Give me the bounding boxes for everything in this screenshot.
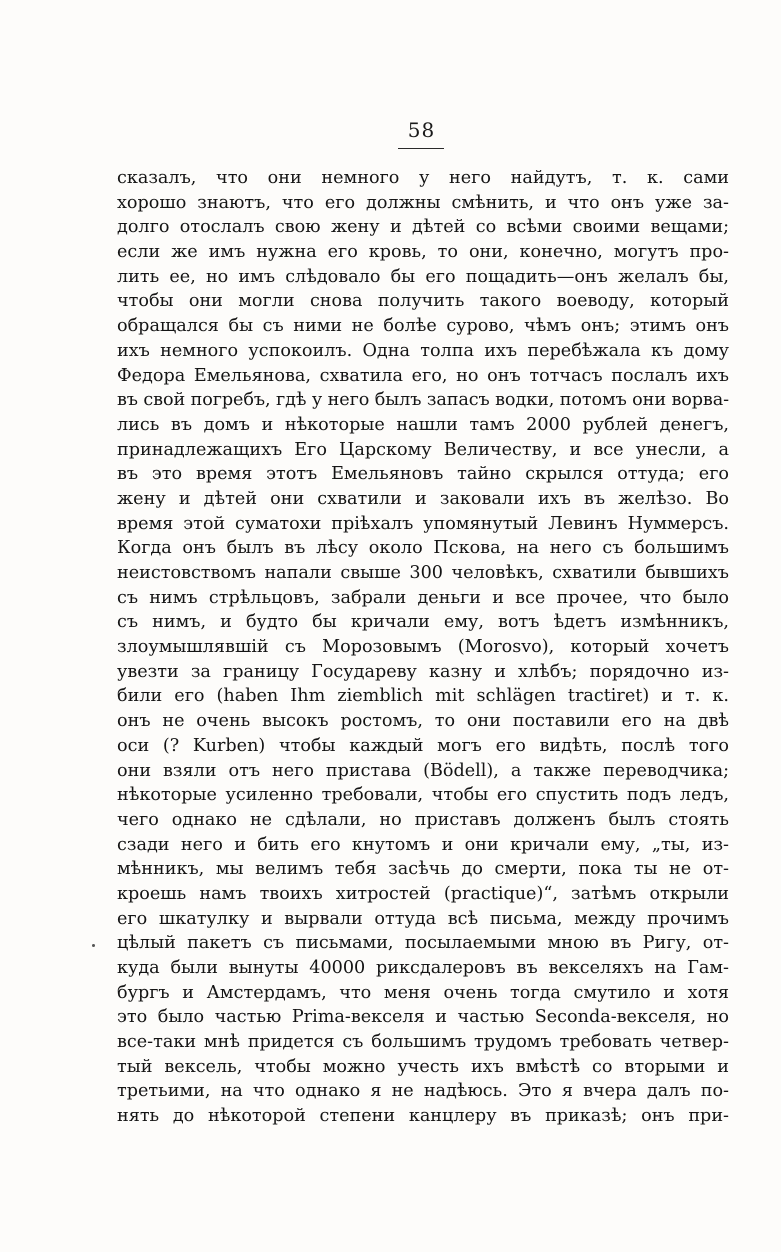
text-line: съ нимъ, и будто бы кричали ему, вотъ ѣдетъ измѣнникъ, xyxy=(117,612,729,633)
text-line: все-таки мнѣ придется съ большимъ трудомъ требовать четвер- xyxy=(117,1032,729,1053)
text-line: онъ не очень высокъ ростомъ, то они поставили его на двѣ xyxy=(117,711,729,732)
text-line: били его (haben Ihm ziemblich mit schlägen tractiret) и т. к. xyxy=(117,686,729,707)
text-line: бургъ и Амстердамъ, что меня очень тогда смутило и хотя xyxy=(117,982,729,1003)
text-line: лись въ домъ и нѣкоторые нашли тамъ 2000 рублей денегъ, xyxy=(117,414,729,435)
text-line: цѣлый пакетъ съ письмами, посылаемыми мною въ Ригу, от- xyxy=(117,933,729,954)
text-line: кроешь намъ твоихъ хитростей (practique)“, затѣмъ открыли xyxy=(117,883,729,904)
text-line: если же имъ нужна его кровь, то они, конечно, могутъ про- xyxy=(117,242,729,263)
text-line: ихъ немного успокоилъ. Одна толпа ихъ перебѣжала къ дому xyxy=(117,340,729,361)
text-line: увезти за границу Государеву казну и хлѣбъ; порядочно из- xyxy=(117,661,729,682)
text-line: жену и дѣтей они схватили и заковали ихъ въ желѣзо. Во xyxy=(117,488,729,509)
text-line: неистовствомъ напали свыше 300 человѣкъ, схватили бывшихъ xyxy=(117,563,729,583)
text-line: третьими, на что однако я не надѣюсь. Это я вчера далъ по- xyxy=(117,1081,729,1102)
text-line: чего однако не сдѣлали, но приставъ долженъ былъ стоять xyxy=(117,809,729,830)
text-line: это было частью Prima-векселя и частью Seconda-векселя, но xyxy=(117,1007,729,1028)
text-line: злоумышлявшій съ Морозовымъ (Morosvo), который хочетъ xyxy=(117,637,729,658)
page-number-underline xyxy=(398,148,444,149)
text-line: Когда онъ былъ въ лѣсу около Пскова, на него съ большимъ xyxy=(117,538,729,559)
text-line: долго отослалъ свою жену и дѣтей со всѣми своими вещами; xyxy=(117,217,729,238)
text-line: куда были вынуты 40000 риксдалеровъ въ векселяхъ на Гам- xyxy=(117,958,729,978)
text-line: Федора Емельянова, схватила его, но онъ тотчасъ послалъ ихъ xyxy=(117,365,729,386)
page-number: 58 xyxy=(407,118,436,142)
text-line: оси (? Kurben) чтобы каждый могъ его видѣть, послѣ того xyxy=(117,735,729,756)
text-line: его шкатулку и вырвали оттуда всѣ письма, между прочимъ xyxy=(117,908,729,929)
text-line: сказалъ, что они немного у него найдутъ, т. к. сами xyxy=(117,168,729,188)
body-text xyxy=(117,166,729,1129)
text-line: время этой суматохи пріѣхалъ упомянутый Левинъ Нуммерсъ. xyxy=(117,513,729,534)
text-line: они взяли отъ него пристава (Bödell), а также переводчика; xyxy=(117,760,729,781)
text-line: сзади него и бить его кнутомъ и они кричали ему, „ты, из- xyxy=(117,834,729,855)
text-line: чтобы они могли снова получить такого воеводу, который xyxy=(117,291,729,312)
text-line: мѣнникъ, мы велимъ тебя засѣчь до смерти, пока ты не от- xyxy=(117,859,729,880)
text-line: въ это время этотъ Емельяновъ тайно скрылся оттуда; его xyxy=(117,464,729,485)
text-line: принадлежащихъ Его Царскому Величеству, и все унесли, а xyxy=(117,439,729,460)
text-line: нять до нѣкоторой степени канцлеру въ приказѣ; онъ при- xyxy=(117,1106,729,1127)
text-line: лить ее, но имъ слѣдовало бы его пощадить—онъ желалъ бы, xyxy=(117,266,729,287)
text-line: нѣкоторые усиленно требовали, чтобы его спустить подъ ледъ, xyxy=(117,785,729,806)
text-line: хорошо знаютъ, что его должны смѣнить, и что онъ уже за- xyxy=(117,192,729,213)
margin-speck xyxy=(92,944,95,947)
text-line: тый вексель, чтобы можно учесть ихъ вмѣстѣ со вторыми и xyxy=(117,1056,729,1077)
text-line: съ нимъ стрѣльцовъ, забрали деньги и все прочее, что было xyxy=(117,587,729,608)
text-line: въ свой погребъ, гдѣ у него былъ запасъ водки, потомъ они ворва- xyxy=(117,390,729,411)
text-line: обращался бы съ ними не болѣе сурово, чѣмъ онъ; этимъ онъ xyxy=(117,316,729,337)
